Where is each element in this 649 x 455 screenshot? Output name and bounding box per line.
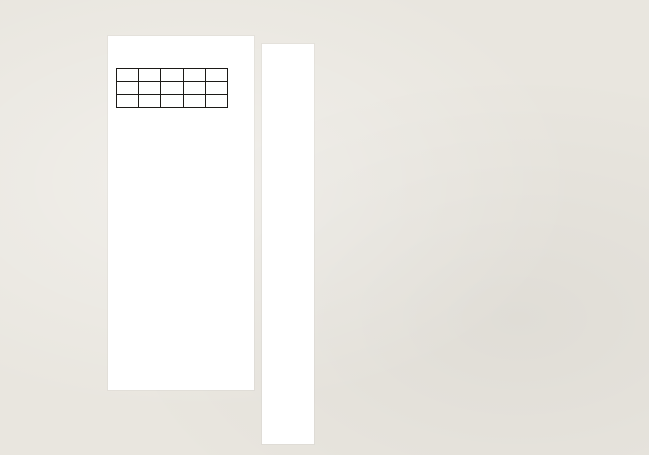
schedule-block <box>108 36 254 390</box>
section-6 <box>428 0 500 455</box>
schedule-row <box>139 69 161 82</box>
schedule-table <box>116 68 228 108</box>
left-notes <box>0 0 108 455</box>
section-4 <box>574 0 646 455</box>
section-7 <box>318 0 428 455</box>
section-8 <box>256 0 318 455</box>
schedule-row <box>117 69 139 82</box>
section-5 <box>500 0 572 455</box>
schedule-header <box>205 69 227 82</box>
schedule-row <box>161 69 183 82</box>
schedule-row <box>183 69 205 82</box>
section-8-highlight <box>262 44 314 444</box>
